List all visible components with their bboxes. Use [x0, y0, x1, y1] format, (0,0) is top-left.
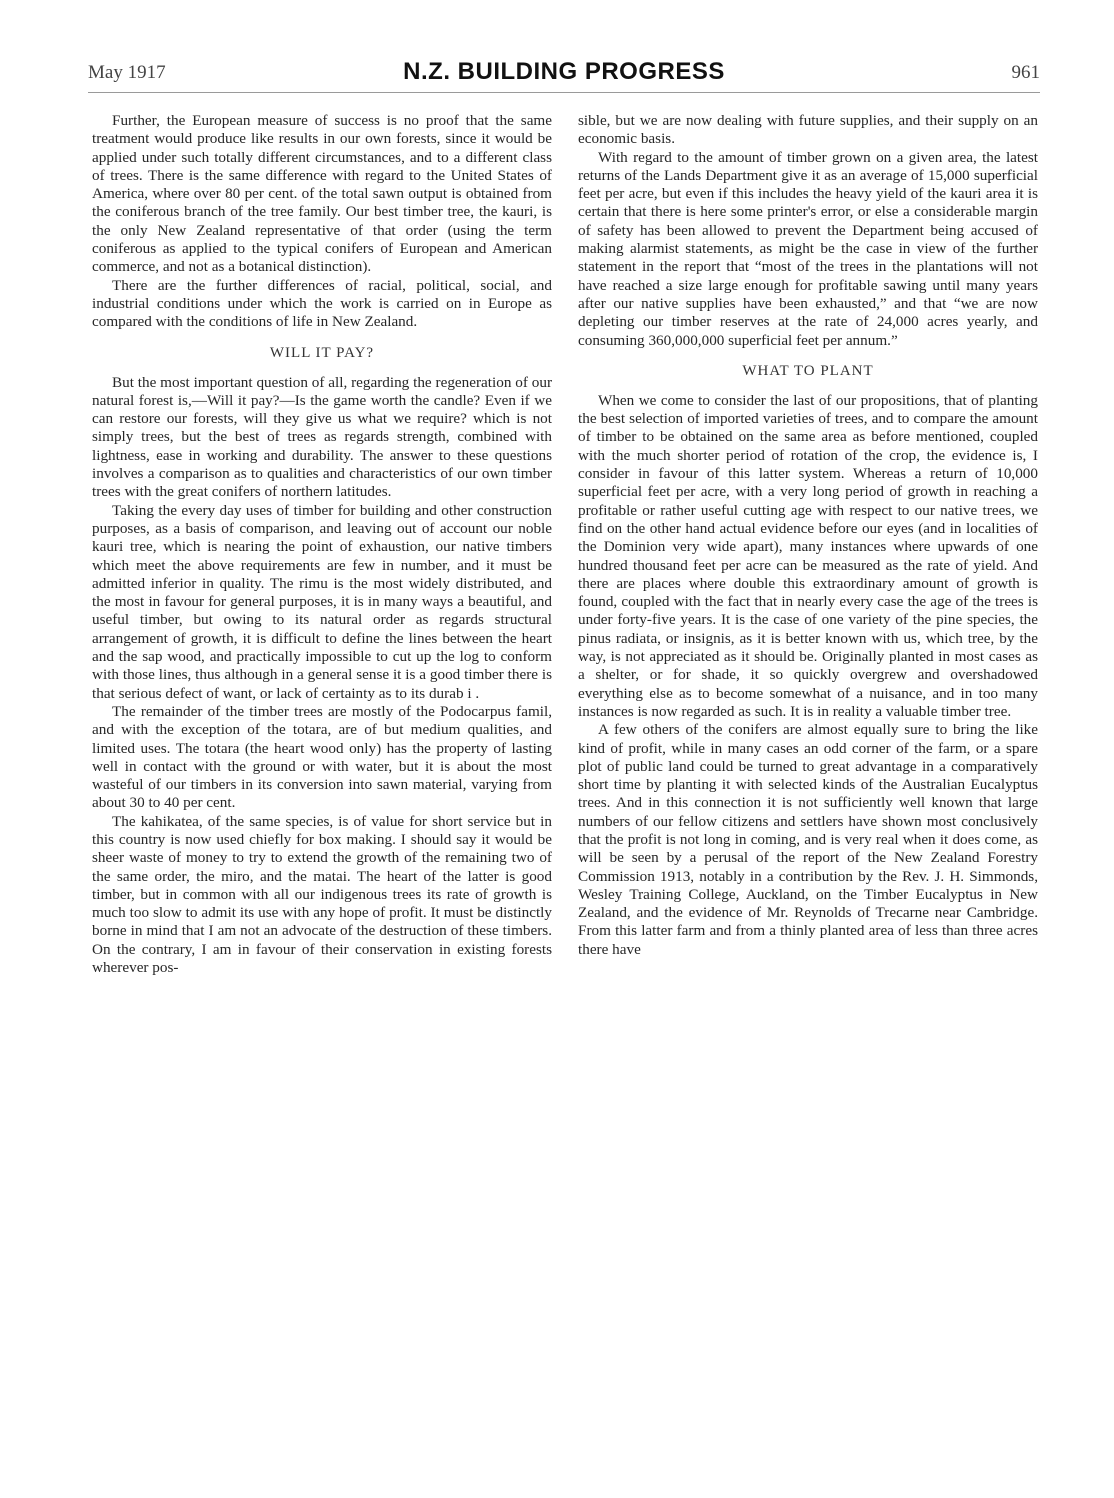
paragraph: There are the further differences of racial, political, social, and industrial conditions under which the work is carried on in Europe as compared with the conditions of life in New Zealand.: [92, 276, 552, 331]
paragraph: A few others of the conifers are almost equally sure to bring the like kind of profit, while in many cases an odd corner of the farm, or a spare plot of public land could be turned to great advantage in a comparatively short time by planting it with selected kinds of the Australian Eucalyptus trees. And in this connection it is not sufficiently well known that large numbers of our fellow citizens and settlers have shown most conclusively that the profit is not long in coming, and is very real when it does come, as will be seen by a perusal of the report of the New Zealand Forestry Commission 1913, notably in a contribution by the Rev. J. H. Simmonds, Wesley Training College, Auckland, on the Timber Eucalyptus in New Zealand, and the evidence of Mr. Reynolds of Trecarne near Cambridge. From this latter farm and from a thinly planted area of less than three acres there have: [578, 721, 1038, 958]
page-header: [88, 58, 1040, 88]
paragraph: Taking the every day uses of timber for building and other construction purposes, as a basis of comparison, and leaving out of account our noble kauri tree, which is nearing the point of exhaustion, our native timbers which meet the above requirements are few in number, and it must be admitted inferior in quality. The rimu is the most widely distributed, and the most in favour for general purposes, it is in many ways a beautiful, and useful timber, but owing to its natural order as regards structural arrangement of growth, it is difficult to define the lines between the heart and the sap wood, and practically impossible to cut up the log to conform with those lines, thus although in a general sense it is a good timber there is that serious defect of want, or lack of certainty as to its durab i .: [92, 501, 552, 702]
right-column: [578, 112, 1038, 959]
paragraph: The kahikatea, of the same species, is of value for short service but in this country is now used chiefly for box making. I should say it would be sheer waste of money to try to extend the growth of the remaining two of the same order, the miro, and the matai. The heart of the latter is good timber, but in common with all our indigenous trees its rate of growth is much too slow to admit its use with any hope of profit. It must be distinctly borne in mind that I am not an advocate of the destruction of these timbers. On the contrary, I am in favour of their conservation in existing forests wherever pos-: [92, 812, 552, 977]
paragraph: Further, the European measure of success is no proof that the same treatment would produce like results in our own forests, since it would be applied under such totally different circumstances, and to a different class of trees. There is the same difference with regard to the United States of America, where over 80 per cent. of the total sawn output is obtained from the coniferous branch of the tree family. Our best timber tree, the kauri, is the only New Zealand representative of that order (using the term coniferous as applied to the typical conifers of European and American commerce, and not as a botanical distinction).: [92, 112, 552, 276]
paragraph: With regard to the amount of timber grown on a given area, the latest returns of the Lands Department give it as an average of 15,000 superficial feet per acre, but even if this includes the heavy yield of the kauri area it is certain that there is here some printer's error, or else a considerable margin of safety has been allowed to prevent the Department being accused of making alarmist statements, as might be the case in view of the further statement in the report that “most of the trees in the plantations will not have reached a size large enough for profitable sawing until many years after our native supplies have been exhausted,” and that “we are now depleting our timber reserves at the rate of 24,000 acres yearly, and consuming 360,000,000 superficial feet per annum.”: [578, 148, 1038, 349]
paragraph: The remainder of the timber trees are mostly of the Podocarpus famil, and with the exception of the totara, are of but medium qualities, and limited uses. The totara (the heart wood only) has the property of lasting well in contact with the ground or with water, but it is about the most wasteful of our timbers in its conversion into sawn material, varying from about 30 to 40 per cent.: [92, 702, 552, 812]
section-heading: WILL IT PAY?: [269, 344, 375, 361]
paragraph: sible, but we are now dealing with future supplies, and their supply on an economic basis.: [578, 112, 1038, 148]
issue-date: May 1917: [88, 62, 166, 83]
paragraph: But the most important question of all, regarding the regeneration of our natural forest is,—Will it pay?—Is the game worth the candle? Even if we can restore our forests, will they give us what we require? which is not simply trees, but the best of trees as regards strength, combined with lightness, ease in working and durability. The answer to these questions involves a comparison as to qualities and characteristics of our own timber trees with the great conifers of northern latitudes.: [92, 373, 552, 501]
section-heading: WHAT TO PLANT: [742, 362, 874, 379]
publication-title: N.Z. BUILDING PROGRESS: [403, 58, 725, 85]
left-column: [92, 112, 552, 977]
header-rule: [88, 92, 1040, 93]
paragraph: When we come to consider the last of our propositions, that of planting the best selection of imported varieties of trees, and to compare the amount of timber to be obtained on the same area as before mentioned, coupled with the much shorter period of rotation of the crop, the evidence is, I consider in favour of this latter system. Whereas a return of 10,000 superficial feet per acre, with a very long period of growth in reaching a profitable or rather useful cutting age with respect to our native trees, we find on the other hand actual evidence before our eyes (and in localities of the Dominion very wide apart), many instances where upwards of one hundred thousand feet per acre can be measured as the rate of yield. And there are places where double this extraordinary amount of growth is found, coupled with the fact that in nearly every case the age of the trees is under forty-five years. It is the case of one variety of the pine species, the pinus radiata, or insignis, as it is better known with us, which tree, by the way, is not appreciated as it should be. Originally planted in most cases as a shelter, or for shade, it so quickly overgrew and overshadowed everything else as to become somewhat of a nuisance, and in too many instances is now regarded as such. It is in reality a valuable timber tree.: [578, 391, 1038, 720]
page-number: 961: [1011, 62, 1040, 83]
